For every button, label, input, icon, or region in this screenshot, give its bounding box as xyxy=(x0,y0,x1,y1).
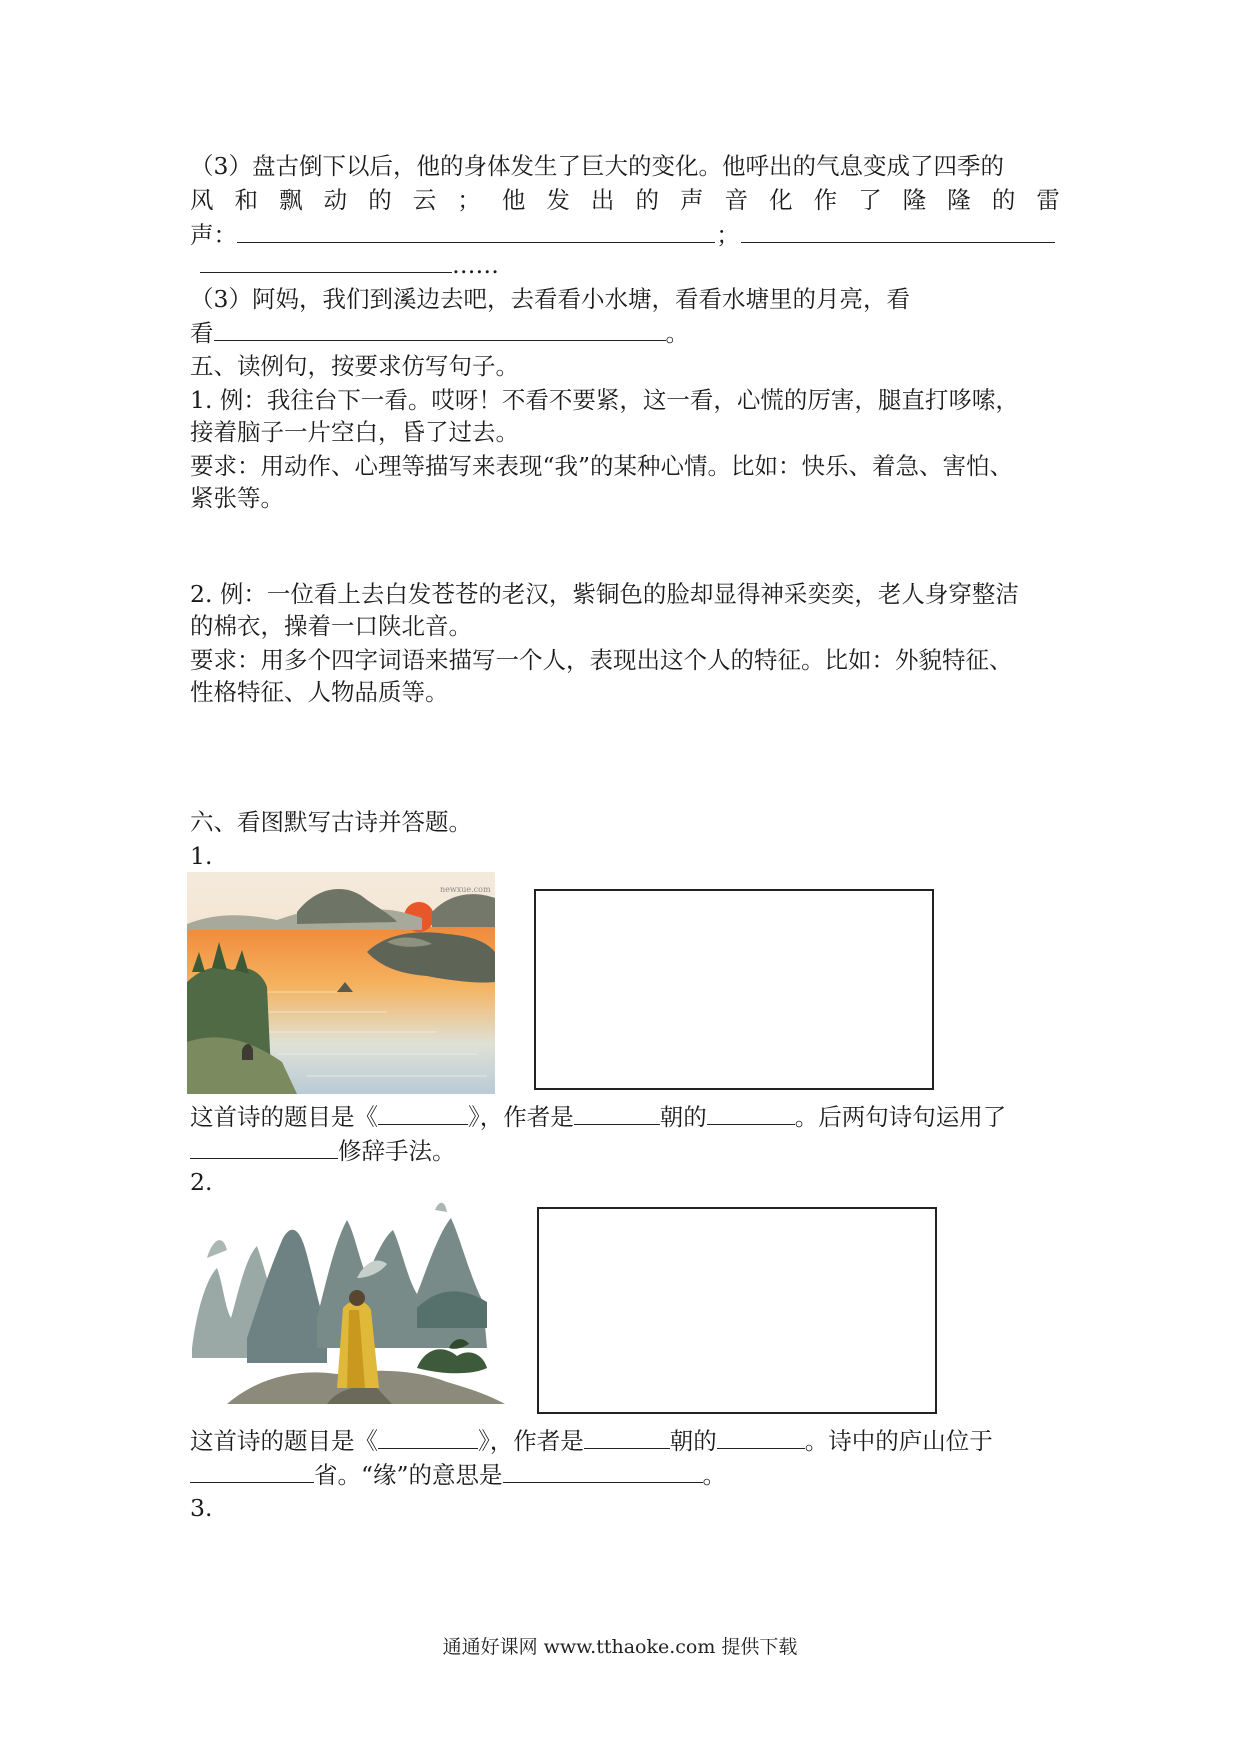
q1-text-d: 。后两句诗句运用了 xyxy=(794,1103,1007,1131)
spread-char: 作 xyxy=(813,186,838,214)
spread-char: 他 xyxy=(501,186,526,214)
spread-char: 隆 xyxy=(947,186,971,214)
section5-ex2-line1: 2. 例：一位看上去白发苍苍的老汉，紫铜色的脸却显得神采奕奕，老人身穿整洁 xyxy=(190,580,1019,608)
spread-char: 声 xyxy=(680,186,704,214)
q2-line1 xyxy=(190,1424,993,1457)
answer-blank[interactable] xyxy=(741,218,1055,243)
q1-text-b: 》，作者是 xyxy=(468,1103,574,1131)
q4-item3a-line2 xyxy=(190,184,1060,216)
q2-text-e: 省。“缘”的意思是 xyxy=(314,1461,503,1489)
spread-char: 化 xyxy=(769,186,793,214)
section5-ex2-line2: 的棉衣，操着一口陕北音。 xyxy=(190,612,472,640)
q2-line2 xyxy=(190,1458,726,1491)
spread-char: 风 xyxy=(190,186,214,214)
spread-char: ； xyxy=(457,186,481,214)
q4-item3b-prefix: 看 xyxy=(190,319,214,347)
spread-char: 和 xyxy=(234,186,259,214)
q4-item3b-suffix: 。 xyxy=(665,319,689,347)
q2-text-c: 朝的 xyxy=(669,1427,717,1455)
spread-char: 的 xyxy=(635,186,659,214)
q3-number: 3. xyxy=(190,1494,213,1522)
mountain-traveler-painting-svg xyxy=(187,1198,505,1404)
q2-text-a: 这首诗的题目是《 xyxy=(190,1427,378,1455)
q1-text-c: 朝的 xyxy=(659,1103,707,1131)
answer-blank[interactable] xyxy=(378,1424,478,1449)
answer-blank[interactable] xyxy=(237,218,715,243)
poem-answer-box-1[interactable] xyxy=(534,889,934,1090)
answer-blank[interactable] xyxy=(190,1458,314,1483)
page-footer: 通通好课网 www.tthaoke.com 提供下载 xyxy=(442,1636,798,1658)
spread-char: 音 xyxy=(724,186,749,214)
q4-item3a-line1: （3）盘古倒下以后，他的身体发生了巨大的变化。他呼出的气息变成了四季的 xyxy=(190,152,1004,180)
section6-heading: 六、看图默写古诗并答题。 xyxy=(190,808,472,836)
section5-req2-line1: 要求：用多个四字词语来描写一个人，表现出这个人的特征。比如：外貌特征、 xyxy=(190,646,1013,674)
spread-char: 动 xyxy=(323,186,348,214)
mountain-traveler-painting xyxy=(187,1198,505,1404)
answer-blank[interactable] xyxy=(503,1458,703,1483)
spread-char: 的 xyxy=(368,186,392,214)
q2-number: 2. xyxy=(190,1168,213,1196)
q2-text-f: 。 xyxy=(702,1461,727,1489)
spread-char: 隆 xyxy=(902,186,927,214)
q4-item3b-line1: （3）阿妈，我们到溪边去吧，去看看小水塘，看看水塘里的月亮，看 xyxy=(190,285,910,313)
answer-blank[interactable] xyxy=(584,1424,670,1449)
spread-char: 的 xyxy=(991,186,1016,214)
q1-line2 xyxy=(190,1134,456,1167)
q4-item3a-sep: ； xyxy=(716,221,740,249)
spread-char: 飘 xyxy=(279,186,303,214)
q1-number: 1. xyxy=(190,842,213,870)
spread-char: 出 xyxy=(590,186,615,214)
q4-item3b-line2 xyxy=(190,316,689,349)
q1-text-a: 这首诗的题目是《 xyxy=(190,1103,378,1131)
q4-item3a-line4 xyxy=(200,248,499,281)
section5-req1-line2: 紧张等。 xyxy=(190,484,284,512)
section5-req2-line2: 性格特征、人物品质等。 xyxy=(190,678,449,706)
answer-blank[interactable] xyxy=(378,1100,468,1125)
answer-blank[interactable] xyxy=(717,1424,805,1449)
answer-blank[interactable] xyxy=(190,1134,338,1159)
section5-ex1-line1: 1. 例：我往台下一看。哎呀！不看不要紧，这一看，心慌的厉害，腿直打哆嗦， xyxy=(190,386,1019,414)
q2-text-b: 》，作者是 xyxy=(478,1427,584,1455)
answer-blank[interactable] xyxy=(707,1100,795,1125)
q4-item3a-line3 xyxy=(190,218,1055,251)
spread-char: 了 xyxy=(858,186,882,214)
q1-text-e: 修辞手法。 xyxy=(338,1137,456,1165)
q4-item3a-ellipsis: …… xyxy=(452,251,499,279)
q1-watermark: newxue.com xyxy=(440,885,491,894)
q1-line1 xyxy=(190,1100,1006,1133)
answer-blank[interactable] xyxy=(214,316,666,341)
q2-text-d: 。诗中的庐山位于 xyxy=(804,1427,993,1455)
answer-blank[interactable] xyxy=(200,248,452,273)
section5-heading: 五、读例句，按要求仿写句子。 xyxy=(190,352,519,380)
q4-item3a-prefix: 声： xyxy=(190,221,237,249)
section5-req1-line1: 要求：用动作、心理等描写来表现“我”的某种心情。比如：快乐、着急、害怕、 xyxy=(190,452,1014,480)
spread-char: 雷 xyxy=(1036,186,1060,214)
poem-answer-box-2[interactable] xyxy=(537,1207,937,1414)
answer-blank[interactable] xyxy=(574,1100,660,1125)
spread-char: 发 xyxy=(546,186,570,214)
spread-char: 云 xyxy=(412,186,437,214)
section5-ex1-line2: 接着脑子一片空白，昏了过去。 xyxy=(190,418,519,446)
